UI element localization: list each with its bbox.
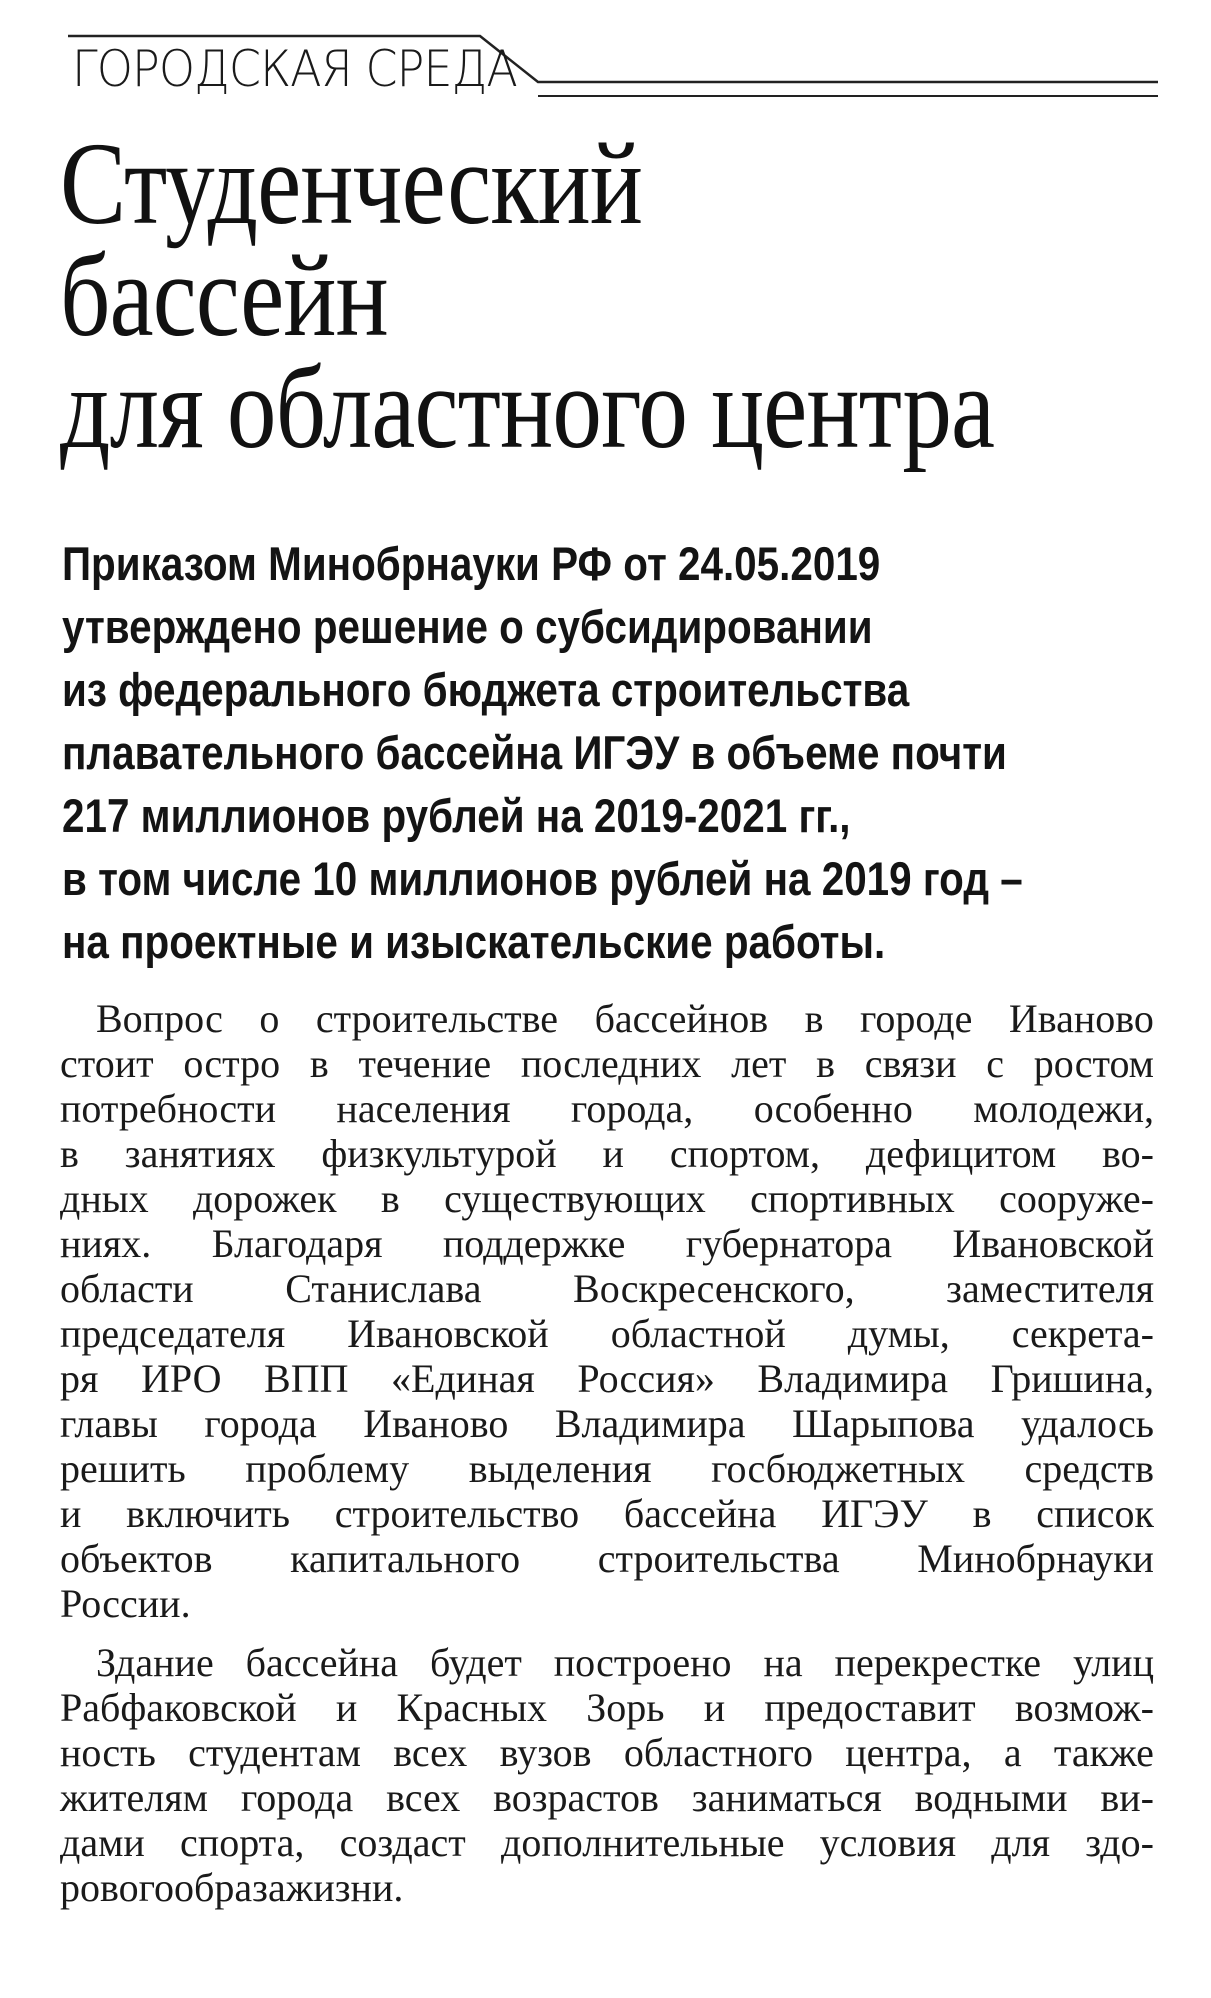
headline-line: Студенческий — [60, 118, 643, 249]
body-line: ниях. Благодаря поддержке губернатора Ивановской — [60, 1221, 1154, 1266]
body-line: ность студентам всех вузов областного центра, а также — [60, 1730, 1154, 1775]
body-line: Рабфаковской и Красных Зорь и предоставит возмож- — [60, 1685, 1154, 1730]
body-line: жителям города всех возрастов заниматься водными ви- — [60, 1775, 1154, 1820]
headline-line: бассейн — [60, 230, 388, 361]
body-line: главы города Иваново Владимира Шарыпова удалось — [60, 1401, 1154, 1446]
body-line: дных дорожек в существующих спортивных сооруже- — [60, 1176, 1154, 1221]
article-lead — [62, 532, 1162, 973]
body-line: в занятиях физкультурой и спортом, дефицитом во- — [60, 1131, 1154, 1176]
section-rubric — [68, 28, 1158, 118]
body-line: дами спорта, создаст дополнительные условия для здо- — [60, 1820, 1154, 1865]
article-headline — [60, 118, 1170, 473]
body-line: Вопрос о строительстве бассейнов в городе Иваново — [96, 996, 1154, 1041]
body-line: рового образа жизни. — [60, 1865, 404, 1910]
lead-line: из федерального бюджета строительства — [62, 663, 910, 716]
body-line: и включить строительство бассейна ИГЭУ в список — [60, 1491, 1154, 1536]
body-paragraph — [60, 996, 1154, 1626]
body-line: ря ИРО ВПП «Единая Россия» Владимира Гришина, — [60, 1356, 1154, 1401]
lead-line: утверждено решение о субсидировании — [62, 600, 873, 653]
article-body — [60, 996, 1154, 1924]
body-line: области Станислава Воскресенского, заместителя — [60, 1266, 1154, 1311]
lead-line: на проектные и изыскательские работы. — [62, 915, 886, 968]
headline-line: для областного центра — [60, 342, 995, 473]
body-line: стоит остро в течение последних лет в связи с ростом — [60, 1041, 1154, 1086]
lead-line: плавательного бассейна ИГЭУ в объеме почти — [62, 726, 1007, 779]
lead-line: в том числе 10 миллионов рублей на 2019 год – — [62, 852, 1023, 905]
body-line: потребности населения города, особенно молодежи, — [60, 1086, 1154, 1131]
body-line: решить проблему выделения госбюджетных средств — [60, 1446, 1154, 1491]
rubric-label: ГОРОДСКАЯ СРЕДА — [72, 40, 517, 98]
body-line: объектов капитального строительства Минобрнауки — [60, 1536, 1154, 1581]
body-paragraph — [60, 1640, 1154, 1910]
lead-line: 217 миллионов рублей на 2019-2021 гг., — [62, 789, 851, 842]
lead-line: Приказом Минобрнауки РФ от 24.05.2019 — [62, 537, 881, 590]
body-line: председателя Ивановской областной думы, секрета- — [60, 1311, 1154, 1356]
body-line: Здание бассейна будет построено на перекрестке улиц — [96, 1640, 1154, 1685]
body-line: России. — [60, 1581, 191, 1626]
